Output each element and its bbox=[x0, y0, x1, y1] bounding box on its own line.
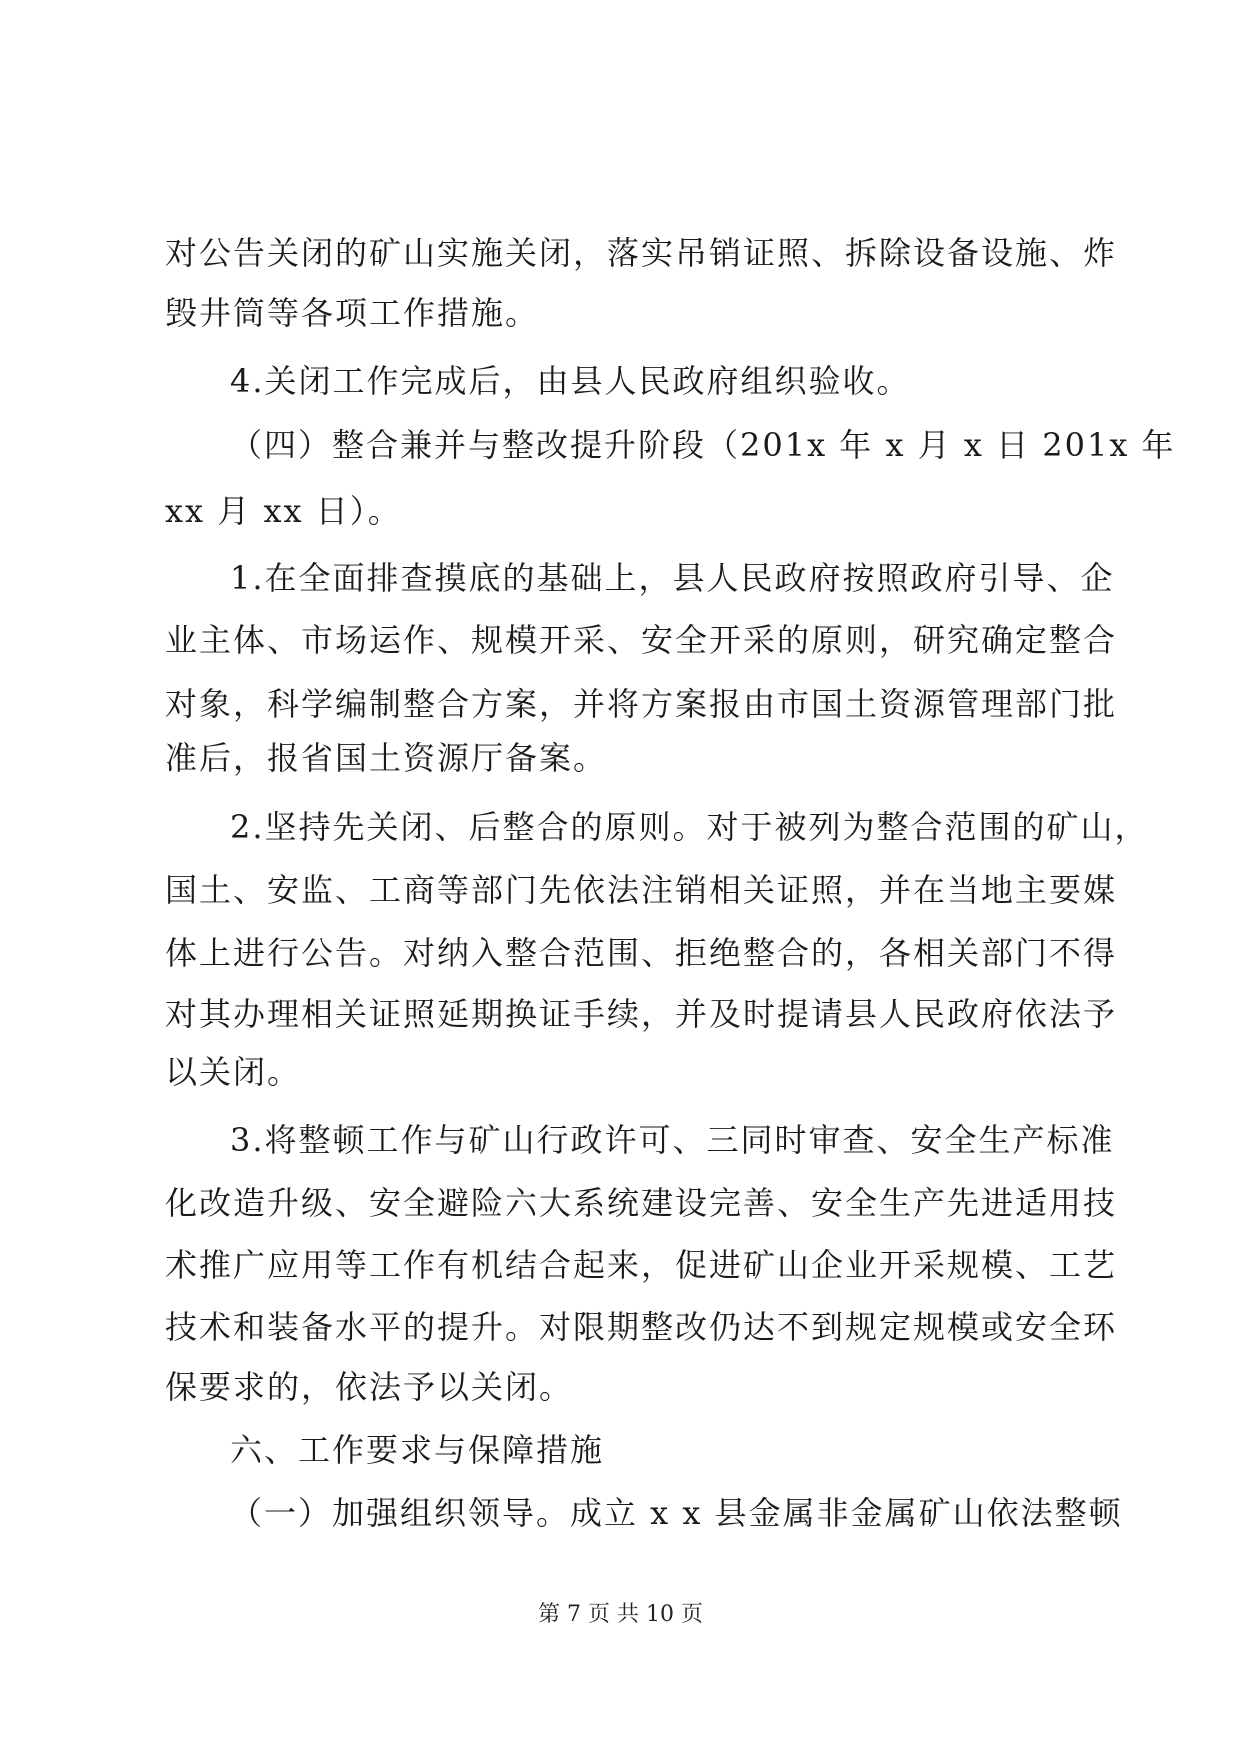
text-line: 对象，科学编制整合方案，并将方案报由市国土资源管理部门批 bbox=[165, 685, 1118, 723]
text-line: （四）整合兼并与整改提升阶段（201x 年 x 月 x 日 201x 年 bbox=[230, 426, 1176, 464]
text-line: 业主体、市场运作、规模开采、安全开采的原则，研究确定整合 bbox=[165, 621, 1118, 659]
text-line: xx 月 xx 日）。 bbox=[165, 492, 402, 530]
text-line: 准后，报省国土资源厅备案。 bbox=[165, 739, 608, 777]
text-line: 2.坚持先关闭、后整合的原则。对于被列为整合范围的矿山， bbox=[230, 808, 1149, 846]
text-line: 术推广应用等工作有机结合起来，促进矿山企业开采规模、工艺 bbox=[165, 1246, 1118, 1284]
text-line: 以关闭。 bbox=[165, 1053, 302, 1091]
text-line: 1.在全面排查摸底的基础上，县人民政府按照政府引导、企 bbox=[230, 559, 1115, 597]
text-line: 毁井筒等各项工作措施。 bbox=[165, 294, 540, 332]
text-line: 4.关闭工作完成后，由县人民政府组织验收。 bbox=[230, 362, 911, 400]
text-line: 技术和装备水平的提升。对限期整改仍达不到规定规模或安全环 bbox=[165, 1308, 1118, 1346]
text-line: 对公告关闭的矿山实施关闭，落实吊销证照、拆除设备设施、炸 bbox=[165, 234, 1118, 272]
text-line: 化改造升级、安全避险六大系统建设完善、安全生产先进适用技 bbox=[165, 1184, 1118, 1222]
section-heading: 六、工作要求与保障措施 bbox=[230, 1431, 605, 1469]
text-line: 保要求的，依法予以关闭。 bbox=[165, 1368, 574, 1406]
text-line: 对其办理相关证照延期换证手续，并及时提请县人民政府依法予 bbox=[165, 995, 1118, 1033]
page-number: 第 7 页 共 10 页 bbox=[538, 1602, 703, 1627]
text-line: 国土、安监、工商等部门先依法注销相关证照，并在当地主要媒 bbox=[165, 871, 1118, 909]
text-line: （一）加强组织领导。成立 x x 县金属非金属矿山依法整顿 bbox=[230, 1494, 1123, 1532]
text-line: 3.将整顿工作与矿山行政许可、三同时审查、安全生产标准 bbox=[230, 1121, 1115, 1159]
text-line: 体上进行公告。对纳入整合范围、拒绝整合的，各相关部门不得 bbox=[165, 934, 1118, 972]
